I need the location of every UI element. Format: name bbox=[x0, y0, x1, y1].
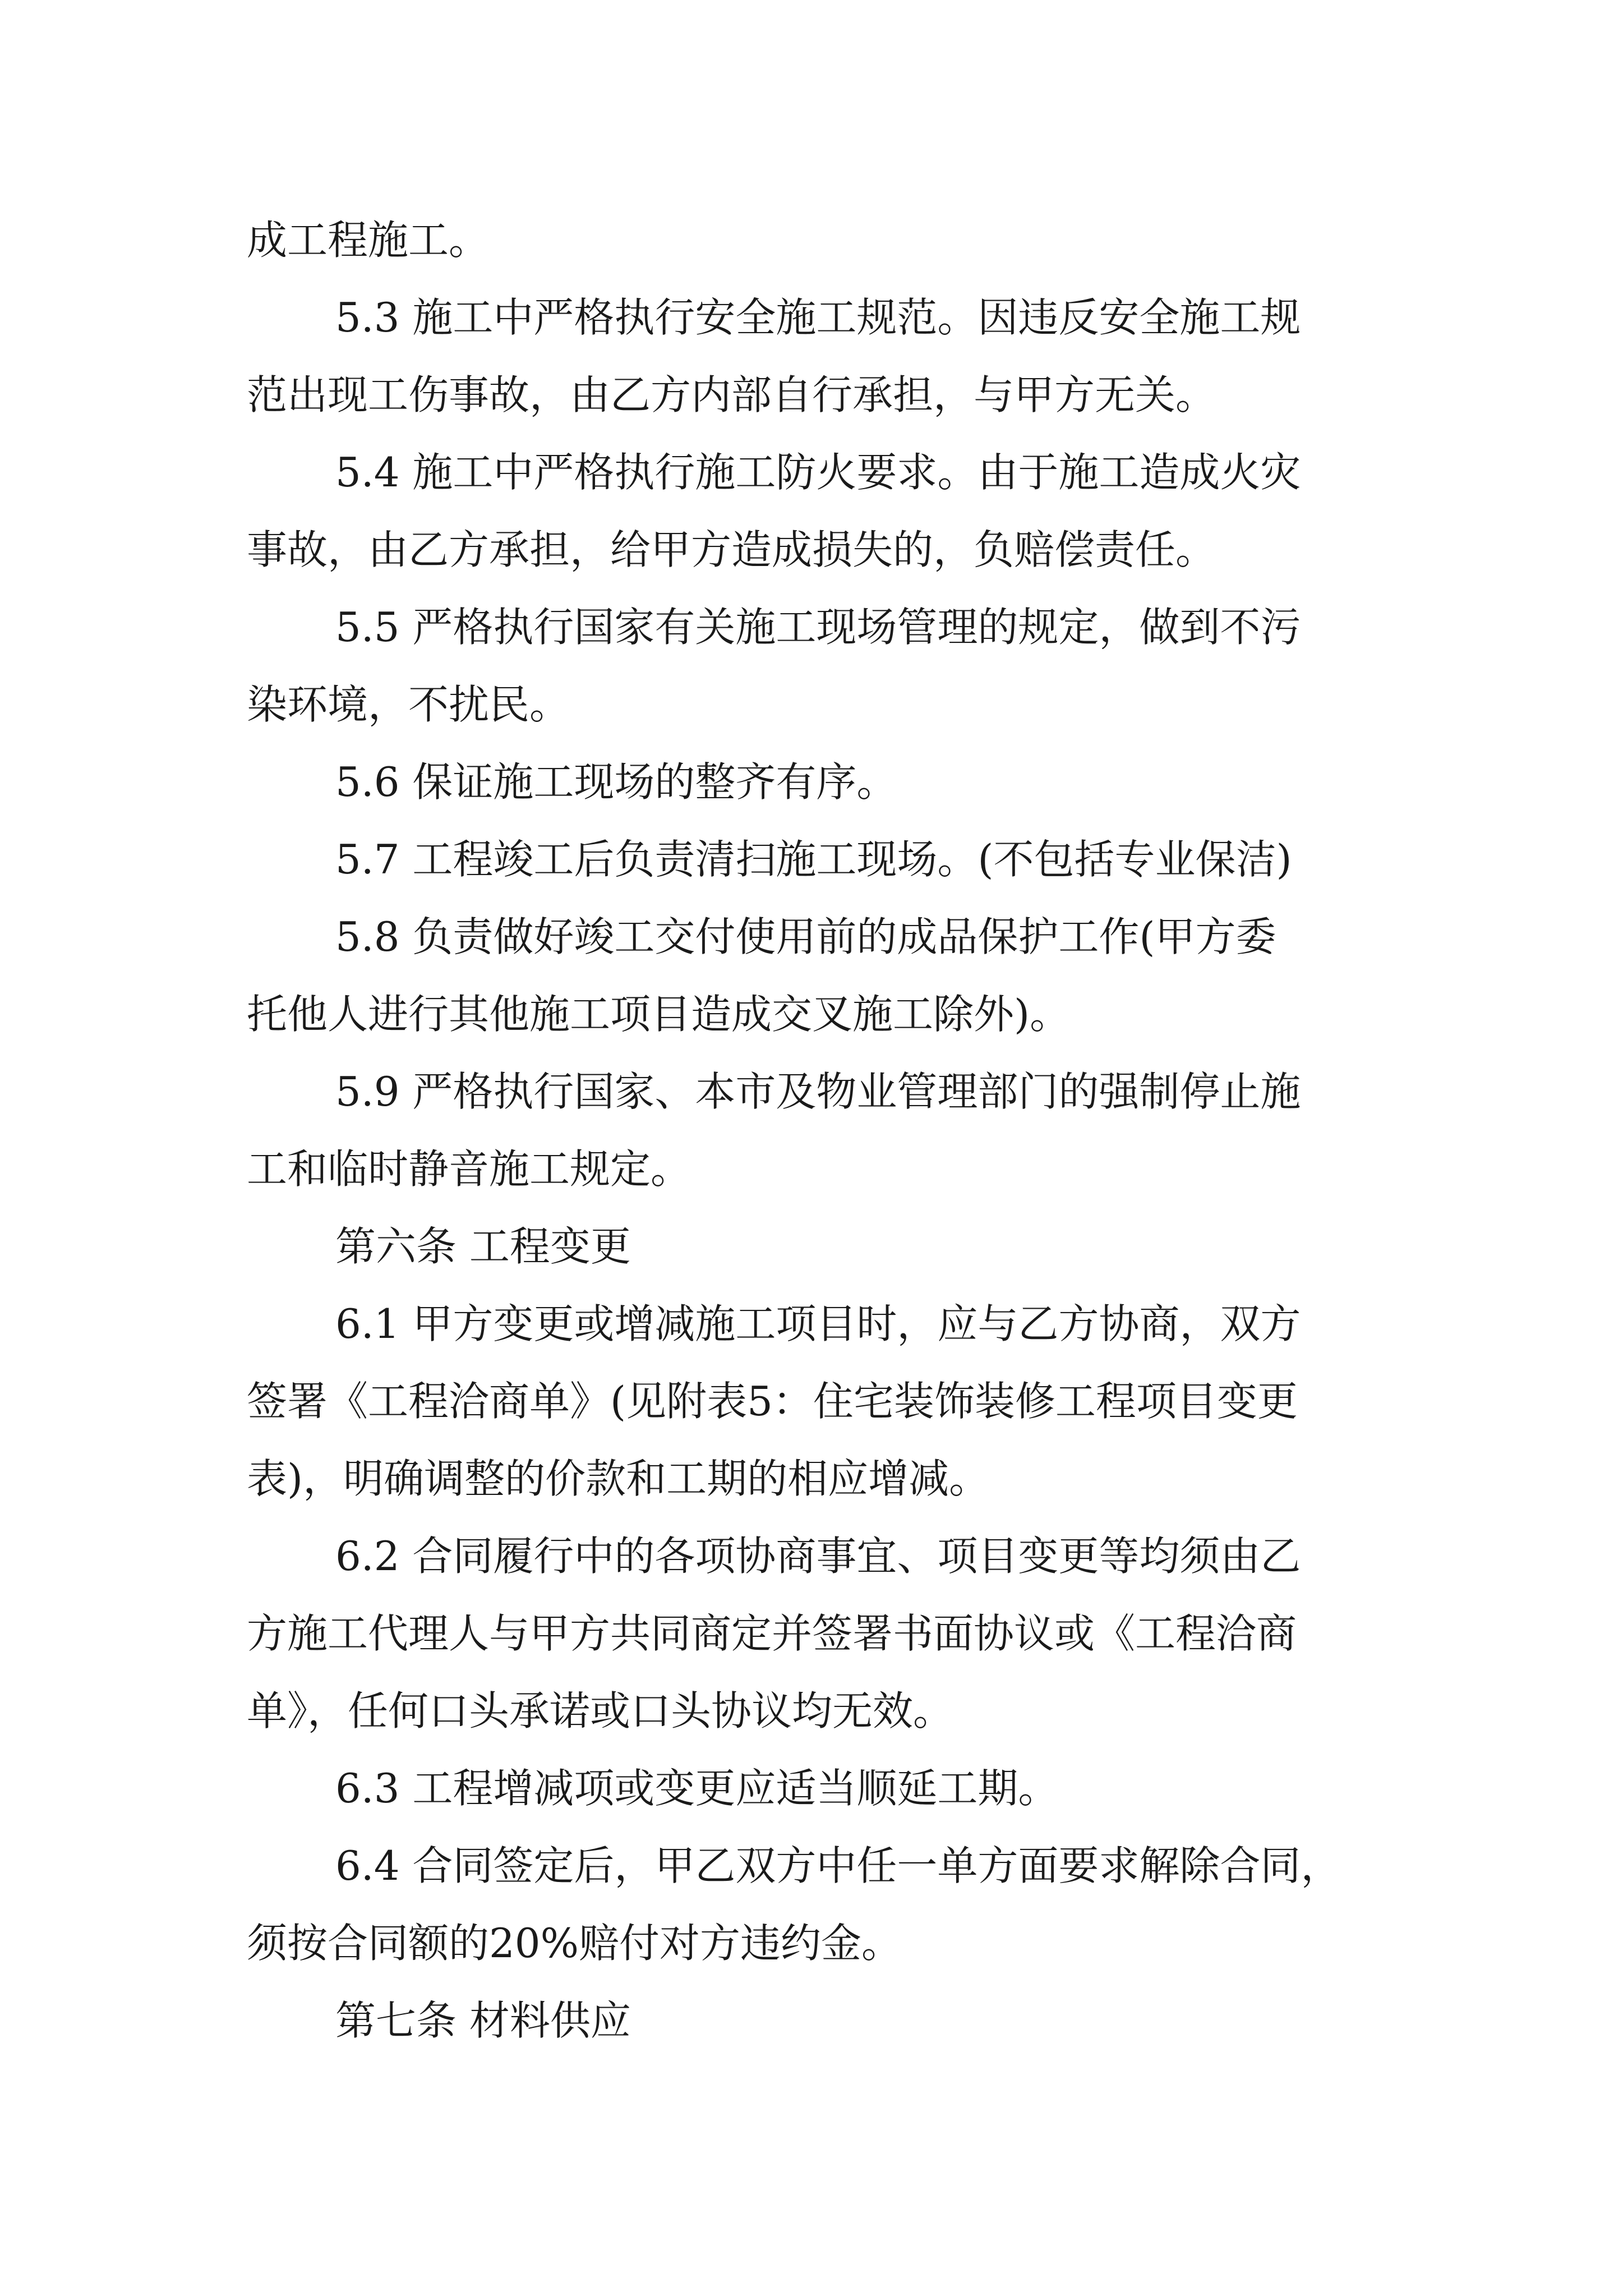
clause-5-4-line-2: 事故，由乙方承担，给甲方造成损失的，负赔偿责任。 bbox=[247, 526, 1216, 573]
clause-6-2-line-1: 6.2 合同履行中的各项协商事宜、项目变更等均须由乙 bbox=[335, 1533, 1301, 1580]
clause-5-3-line-2: 范出现工伤事故，由乙方内部自行承担，与甲方无关。 bbox=[247, 371, 1216, 418]
clause-6-4-line-2: 须按合同额的20%赔付对方违约金。 bbox=[247, 1920, 902, 1967]
clause-5-9-line-2: 工和临时静音施工规定。 bbox=[247, 1145, 691, 1193]
text-line-1: 成工程施工。 bbox=[247, 217, 490, 264]
clause-5-5-line-2: 染环境，不扰民。 bbox=[247, 681, 570, 728]
clause-5-8-line-1: 5.8 负责做好竣工交付使用前的成品保护工作(甲方委 bbox=[335, 913, 1276, 960]
clause-5-7: 5.7 工程竣工后负责清扫施工现场。(不包括专业保洁) bbox=[335, 836, 1292, 883]
clause-5-5-line-1: 5.5 严格执行国家有关施工现场管理的规定，做到不污 bbox=[335, 604, 1301, 651]
clause-5-9-line-1: 5.9 严格执行国家、本市及物业管理部门的强制停止施 bbox=[335, 1068, 1301, 1115]
clause-6-1-line-1: 6.1 甲方变更或增减施工项目时，应与乙方协商，双方 bbox=[335, 1300, 1301, 1347]
clause-5-6: 5.6 保证施工现场的整齐有序。 bbox=[335, 758, 897, 806]
clause-6-3: 6.3 工程增减项或变更应适当顺延工期。 bbox=[335, 1765, 1059, 1812]
article-6-heading: 第六条 工程变更 bbox=[335, 1223, 631, 1270]
clause-5-8-line-2: 托他人进行其他施工项目造成交叉施工除外)。 bbox=[247, 991, 1071, 1038]
clause-5-4-line-1: 5.4 施工中严格执行施工防火要求。由于施工造成火灾 bbox=[335, 449, 1301, 496]
clause-6-1-line-3: 表)，明确调整的价款和工期的相应增减。 bbox=[247, 1455, 990, 1502]
clause-6-2-line-2: 方施工代理人与甲方共同商定并签署书面协议或《工程洽商 bbox=[247, 1610, 1297, 1657]
clause-6-1-line-2: 签署《工程洽商单》(见附表5：住宅装饰装修工程项目变更 bbox=[247, 1378, 1298, 1425]
clause-6-4-line-1: 6.4 合同签定后，甲乙双方中任一单方面要求解除合同， bbox=[335, 1842, 1341, 1889]
clause-6-2-line-3: 单》，任何口头承诺或口头协议均无效。 bbox=[247, 1687, 954, 1734]
clause-5-3-line-1: 5.3 施工中严格执行安全施工规范。因违反安全施工规 bbox=[335, 294, 1301, 341]
article-7-heading: 第七条 材料供应 bbox=[335, 1997, 631, 2044]
